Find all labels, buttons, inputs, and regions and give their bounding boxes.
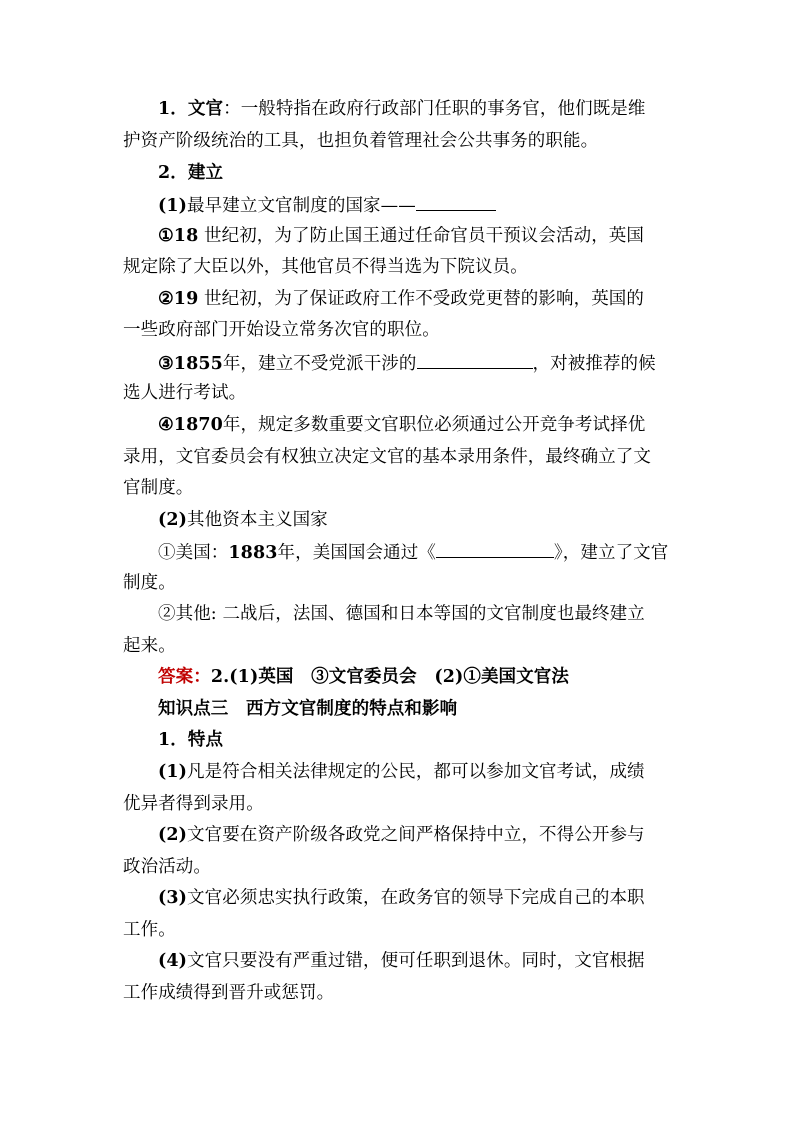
item-4-text: 年，规定多数重要文官职位必须通过公开竞争考试择优 — [222, 415, 646, 435]
item-usa-year: 1883 — [228, 543, 278, 563]
subsection-text: 其他资本主义国家 — [187, 510, 328, 530]
subsection-label: (2) — [158, 510, 188, 530]
feature-4-line-1 — [158, 950, 645, 972]
item-number: 1． — [158, 99, 188, 119]
item-4-number: ④1870 — [158, 415, 223, 435]
subsection-text: 最早建立文官制度的国家—— — [187, 196, 416, 216]
feature-2-line-2: 政治活动。 — [123, 857, 211, 877]
feature-2-label: (2) — [158, 825, 188, 845]
item-usa-line-2: 制度。 — [123, 573, 176, 593]
feature-3-line-2: 工作。 — [123, 920, 176, 940]
item-usa-mid: 年，美国国会通过《 — [277, 543, 436, 563]
item-3-number: ③1855 — [158, 354, 223, 374]
fill-blank-act — [436, 540, 554, 558]
definition-text: ：一般特指在政府行政部门任职的事务官，他们既是维 — [223, 99, 646, 119]
term-civil-servant: 文官 — [187, 99, 224, 119]
section-3-title: 知识点三 西方文官制度的特点和影响 — [158, 699, 458, 719]
item-4-line-3: 官制度。 — [123, 478, 194, 498]
subsection-label: (1) — [158, 196, 188, 216]
feature-1-label: (1) — [158, 762, 188, 782]
subsection-2 — [158, 509, 328, 531]
section-heading-establish: 2．建立 — [158, 163, 224, 183]
feature-4-line-2: 工作成绩得到晋升或惩罚。 — [123, 983, 335, 1003]
feature-3-label: (3) — [158, 888, 188, 908]
item-2-number: ②19 — [158, 289, 199, 309]
item-1-number: ①18 — [158, 226, 199, 246]
features-heading: 1．特点 — [158, 730, 224, 750]
item-3-text-pre: 年，建立不受党派干涉的 — [222, 354, 417, 374]
item-usa-post: 》，建立了文官 — [553, 543, 669, 563]
feature-1-line-1 — [158, 761, 645, 783]
item-3-line-2: 选人进行考试。 — [123, 383, 247, 403]
answer-text: 2.(1)英国 ③文官委员会 (2)①美国文官法 — [210, 667, 569, 687]
feature-1-text: 凡是符合相关法律规定的公民，都可以参加文官考试，成绩 — [187, 762, 645, 782]
definition-line-1 — [158, 98, 646, 120]
item-1-line-2: 规定除了大臣以外，其他官员不得当选为下院议员。 — [123, 257, 528, 277]
answer-line — [158, 666, 569, 688]
definition-line-2: 护资产阶级统治的工具，也担负着管理社会公共事务的职能。 — [123, 131, 599, 151]
item-4-line-2: 录用，文官委员会有权独立决定文官的基本录用条件，最终确立了文 — [123, 447, 651, 467]
item-2-text: 世纪初，为了保证政府工作不受政党更替的影响，英国的 — [198, 289, 645, 309]
feature-3-text: 文官必须忠实执行政策，在政务官的领导下完成自己的本职 — [187, 888, 645, 908]
fill-blank-country — [416, 193, 496, 211]
feature-3-line-1 — [158, 887, 645, 909]
item-3-text-post: ，对被推荐的候 — [532, 354, 656, 374]
item-1-line-1 — [158, 225, 644, 247]
feature-1-line-2: 优异者得到录用。 — [123, 794, 264, 814]
feature-4-text: 文官只要没有严重过错，便可任职到退休。同时，文官根据 — [187, 951, 645, 971]
item-1-text: 世纪初，为了防止国王通过任命官员干预议会活动，英国 — [198, 226, 645, 246]
feature-4-label: (4) — [158, 951, 188, 971]
item-3-line-1 — [158, 351, 656, 375]
item-2-line-1 — [158, 288, 644, 310]
feature-2-text: 文官要在资产阶级各政党之间严格保持中立，不得公开参与 — [187, 825, 645, 845]
subsection-1 — [158, 193, 496, 217]
answer-label: 答案： — [158, 667, 211, 687]
item-others-line-2: 起来。 — [123, 636, 176, 656]
item-usa-line-1 — [158, 540, 668, 564]
item-usa-pre: ①美国： — [158, 543, 229, 563]
item-4-line-1 — [158, 414, 645, 436]
fill-blank-commission — [417, 351, 533, 369]
item-2-line-2: 一些政府部门开始设立常务次官的职位。 — [123, 320, 440, 340]
item-others-line-1: ②其他: 二战后，法国、德国和日本等国的文官制度也最终建立 — [158, 604, 645, 624]
feature-2-line-1 — [158, 824, 645, 846]
